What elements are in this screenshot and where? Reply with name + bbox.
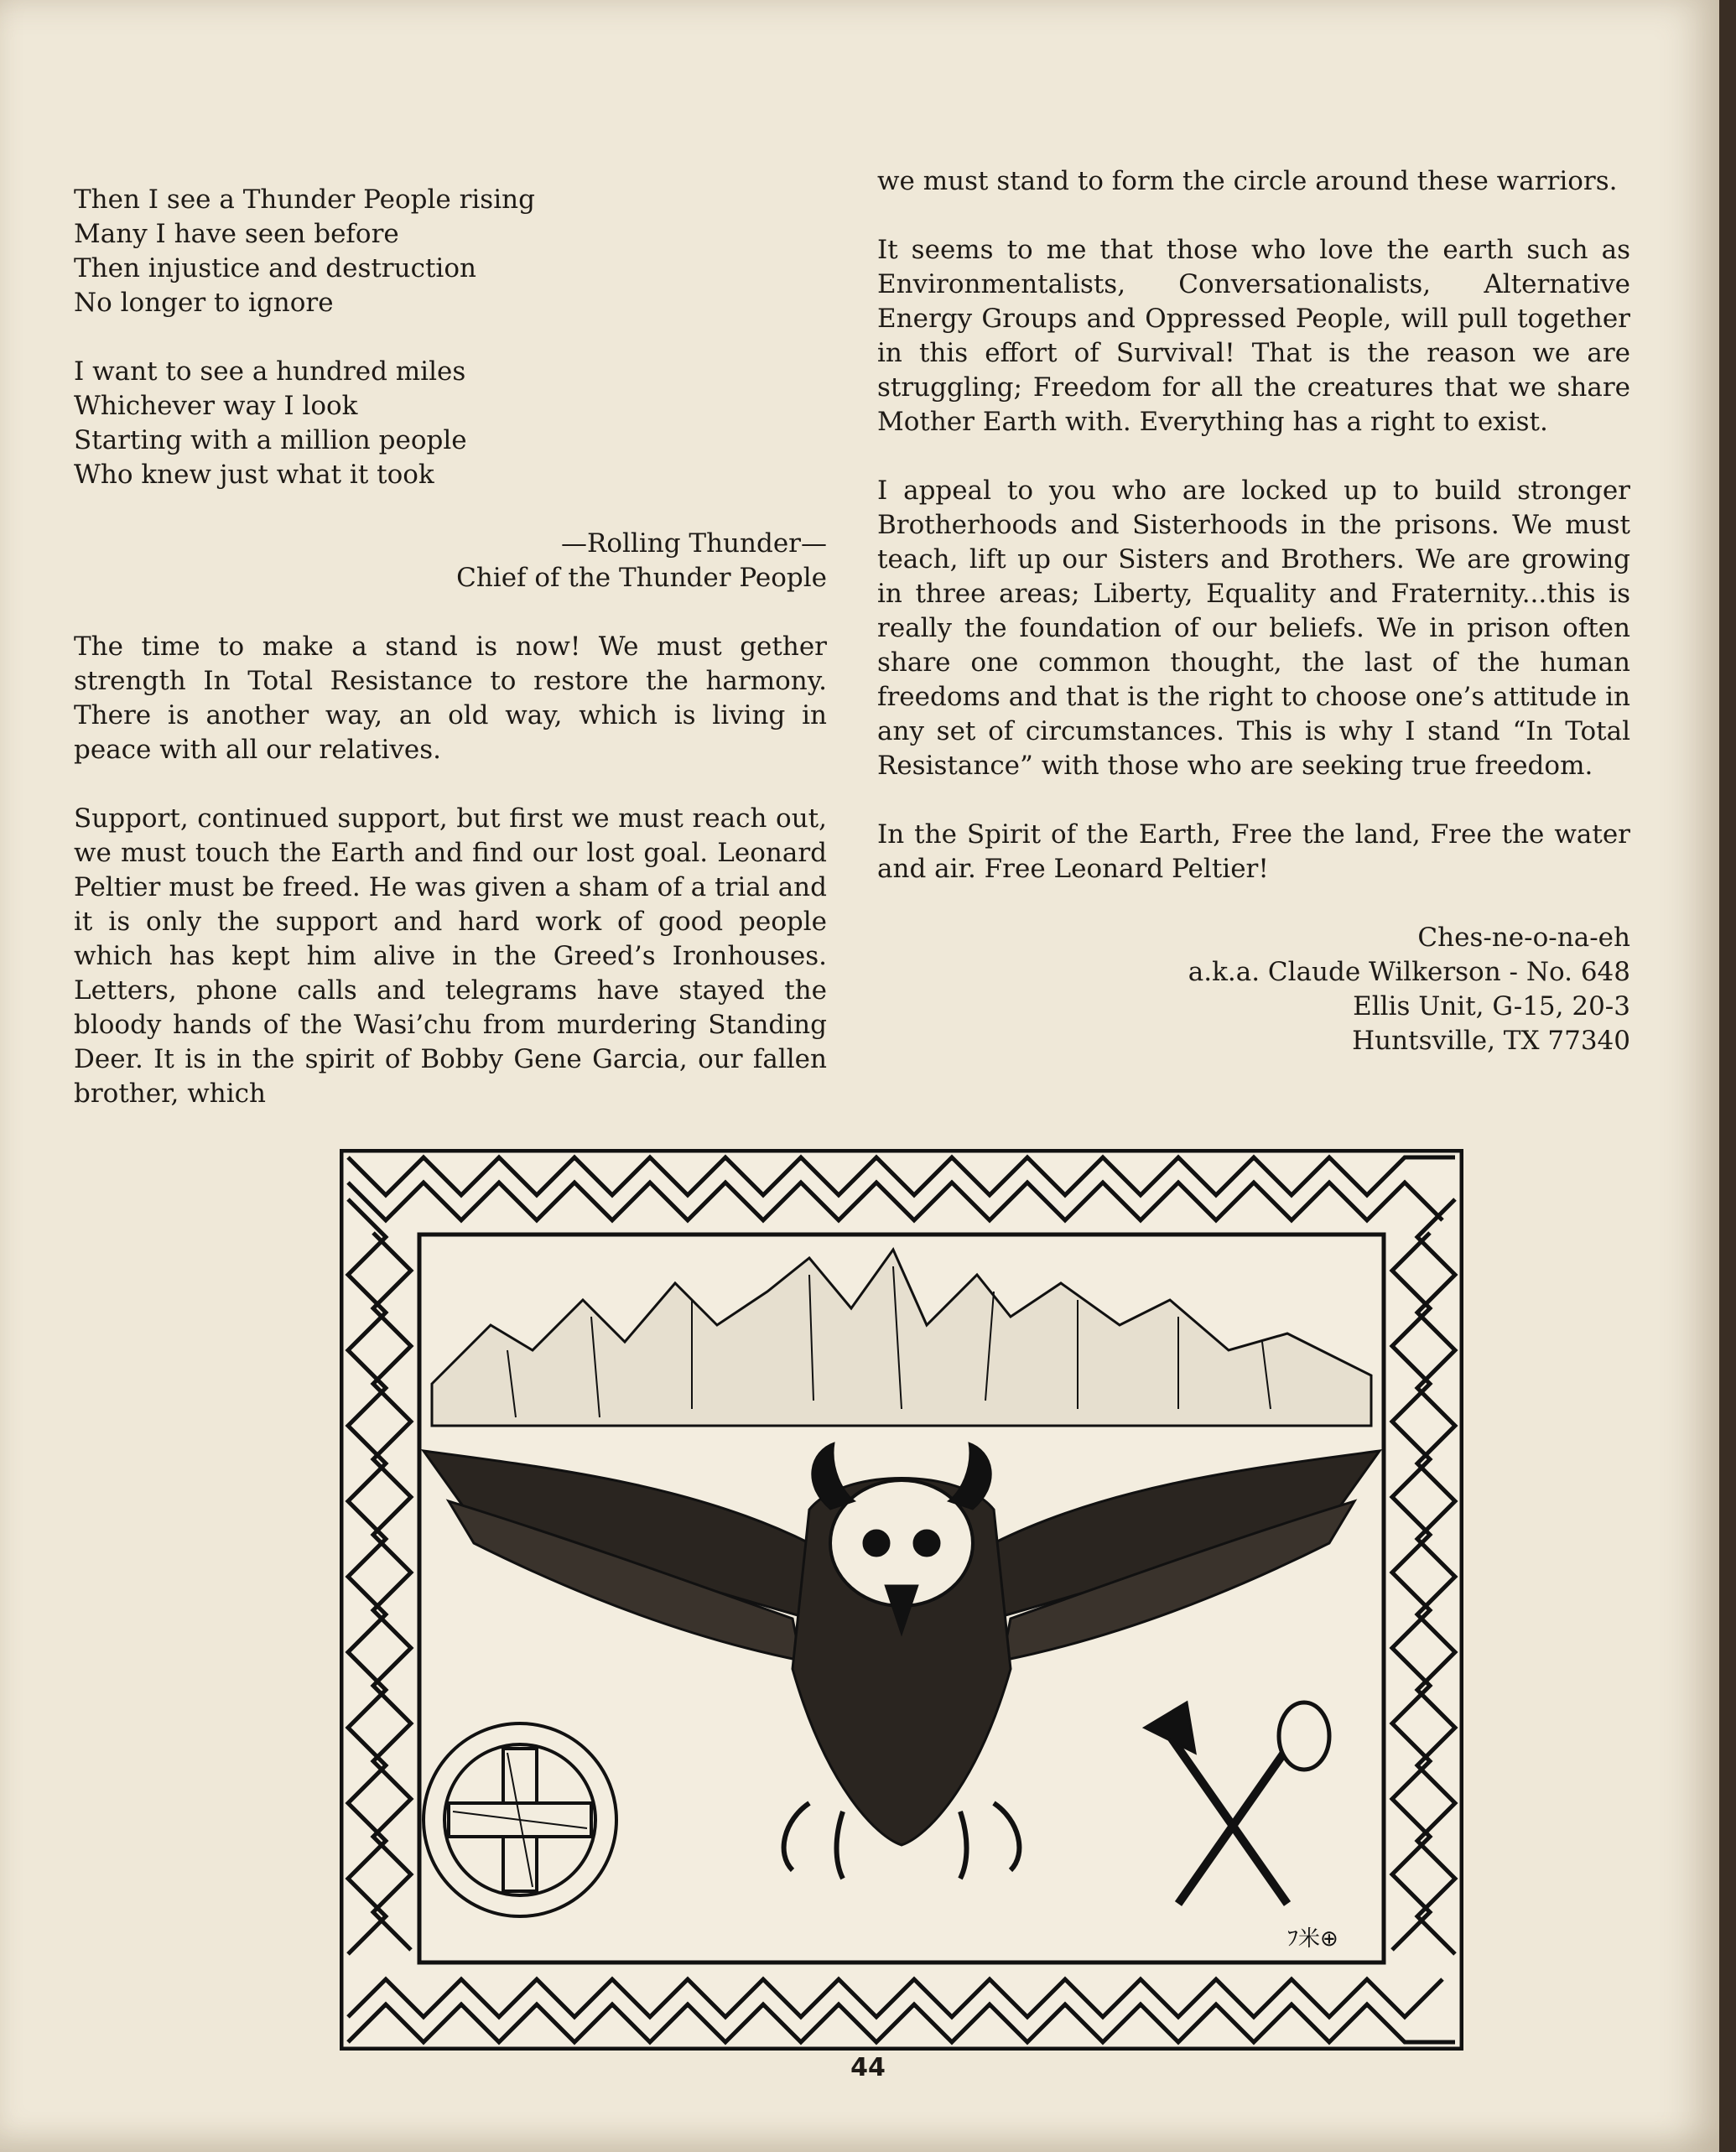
poem-line: Who knew just what it took xyxy=(74,460,434,490)
body-paragraph: Support, continued support, but first we must reach out, we must touch the Earth and find our lost goal. Leonard Peltier must be freed. He was given a sham of a trial and it is only the support and hard work of good people which has kept him alive in the Greed’s Ironhouses. Letters, phone calls and telegrams have stayed the bloody hands of the Wasi’chu from murdering Standing Deer. It is in the spirit of Bobby Gene Garcia, our fallen brother, which xyxy=(74,803,827,1109)
attribution-title: Chief of the Thunder People xyxy=(456,563,827,593)
signature-line: Huntsville, TX 77340 xyxy=(1352,1026,1630,1056)
artist-monogram: ﾌ米⊕ xyxy=(1287,1926,1338,1952)
body-paragraph: It seems to me that those who love the earth such as Environmentalists, Conversationalists, Alternative Energy Groups and Oppressed People, will pull together in this effort of Survival! That is the reason we are struggling; Freedom for all the creatures that we share Mother Earth with. Everything has a right to exist. xyxy=(877,235,1630,437)
author-signature xyxy=(877,921,1630,1058)
poem-line: Then injustice and destruction xyxy=(74,253,476,283)
poem-line: No longer to ignore xyxy=(74,288,334,318)
body-paragraph: we must stand to form the circle around these warriors. xyxy=(877,166,1618,196)
poem-line: Starting with a million people xyxy=(74,425,467,455)
signature-line: Ellis Unit, G-15, 20-3 xyxy=(1353,991,1630,1021)
poem-attribution xyxy=(74,527,827,595)
poem-line: Then I see a Thunder People rising xyxy=(74,185,535,215)
signature-line: Ches-ne-o-na-eh xyxy=(1417,923,1630,953)
left-column xyxy=(74,183,827,1146)
eagle-illustration xyxy=(340,1149,1463,2051)
poem-line: Whichever way I look xyxy=(74,391,358,421)
body-paragraph: I appeal to you who are locked up to build stronger Brotherhoods and Sisterhoods in the prisons. We must teach, lift up our Sisters and Brothers. We are growing in three areas; Liberty, Equality and Fraternity...this is really the foundation of our beliefs. We in prison often share one common thought, the last of the human freedoms and that is the right to choose one’s attitude in any set of circumstances. This is why I stand “In Total Resistance” with those who are seeking true freedom. xyxy=(877,476,1630,781)
poem-stanza-1 xyxy=(74,183,827,320)
shield-icon xyxy=(424,1723,616,1916)
attribution-name: —Rolling Thunder— xyxy=(561,528,827,559)
poem-stanza-2 xyxy=(74,355,827,492)
right-column xyxy=(877,164,1630,1058)
signature-line: a.k.a. Claude Wilkerson - No. 648 xyxy=(1188,957,1630,987)
body-paragraph: The time to make a stand is now! We must gether strength In Total Resistance to restore the harmony. There is another way, an old way, which is living in peace with all our relatives. xyxy=(74,632,827,765)
body-paragraph: In the Spirit of the Earth, Free the land, Free the water and air. Free Leonard Peltier! xyxy=(877,819,1630,884)
poem-line: Many I have seen before xyxy=(74,219,399,249)
poem-line: I want to see a hundred miles xyxy=(74,356,466,387)
page-number: 44 xyxy=(850,2053,886,2082)
